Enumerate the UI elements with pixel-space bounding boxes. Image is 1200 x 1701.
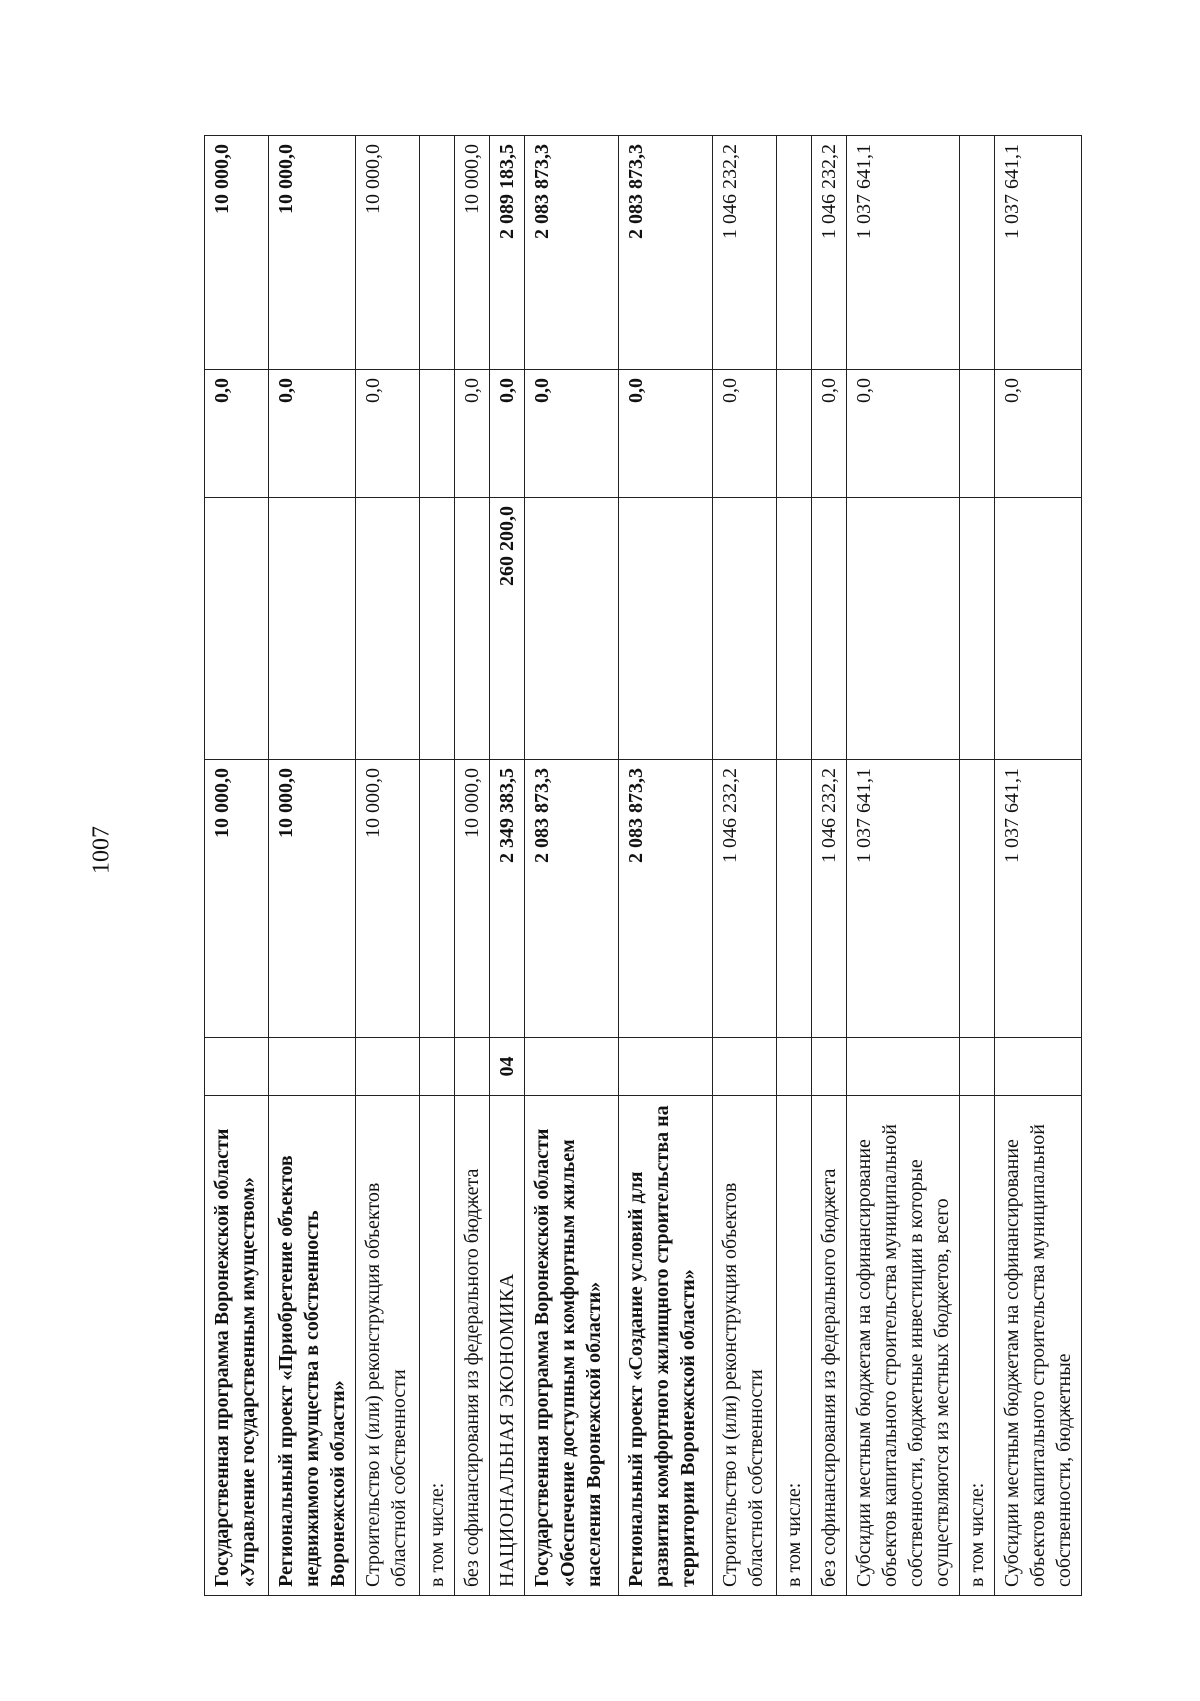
row-regional — [420, 136, 455, 370]
row-total: 10 000,0 — [269, 760, 356, 1038]
row-code — [420, 1038, 455, 1096]
row-name: Субсидии местным бюджетам на софинансирование объектов капитального строительства муниципальной собственности, бюджетные инвестиции в которые осуществляются из местных бюджетов, всего — [847, 1096, 960, 1596]
row-total: 10 000,0 — [455, 760, 490, 1038]
row-federal — [356, 498, 420, 760]
row-name: в том числе: — [960, 1096, 995, 1596]
row-other: 0,0 — [812, 370, 847, 498]
row-name: в том числе: — [777, 1096, 812, 1596]
row-total: 1 046 232,2 — [713, 760, 777, 1038]
rotated-table-container — [204, 136, 1075, 1596]
table-row — [812, 136, 847, 1596]
table-row — [455, 136, 490, 1596]
table-row — [619, 136, 713, 1596]
row-code — [777, 1038, 812, 1096]
row-federal — [847, 498, 960, 760]
row-other — [960, 370, 995, 498]
table-row — [205, 136, 269, 1596]
row-other: 0,0 — [525, 370, 619, 498]
table-row — [847, 136, 960, 1596]
row-total: 1 037 641,1 — [995, 760, 1082, 1038]
table-row — [995, 136, 1082, 1596]
row-code — [995, 1038, 1082, 1096]
row-code — [455, 1038, 490, 1096]
row-federal — [525, 498, 619, 760]
row-name: в том числе: — [420, 1096, 455, 1596]
row-regional: 10 000,0 — [269, 136, 356, 370]
row-name: Государственная программа Воронежской области «Управление государственным имуществом» — [205, 1096, 269, 1596]
row-federal — [960, 498, 995, 760]
row-federal — [455, 498, 490, 760]
row-regional: 1 046 232,2 — [812, 136, 847, 370]
row-regional: 2 083 873,3 — [525, 136, 619, 370]
row-total: 2 349 383,5 — [490, 760, 525, 1038]
row-regional: 2 083 873,3 — [619, 136, 713, 370]
row-other: 0,0 — [619, 370, 713, 498]
row-code — [812, 1038, 847, 1096]
row-regional: 10 000,0 — [205, 136, 269, 370]
table-row — [713, 136, 777, 1596]
page-number: 1007 — [88, 826, 115, 874]
budget-table — [204, 135, 1082, 1596]
row-total: 1 046 232,2 — [812, 760, 847, 1038]
row-other — [777, 370, 812, 498]
row-federal — [777, 498, 812, 760]
table-row — [490, 136, 525, 1596]
row-regional: 1 046 232,2 — [713, 136, 777, 370]
row-other: 0,0 — [356, 370, 420, 498]
row-name: Субсидии местным бюджетам на софинансирование объектов капитального строительства муниципальной собственности, бюджетные — [995, 1096, 1082, 1596]
row-total: 2 083 873,3 — [525, 760, 619, 1038]
row-name: без софинансирования из федерального бюджета — [812, 1096, 847, 1596]
row-federal — [812, 498, 847, 760]
row-name: НАЦИОНАЛЬНАЯ ЭКОНОМИКА — [490, 1096, 525, 1596]
row-total — [420, 760, 455, 1038]
row-total: 2 083 873,3 — [619, 760, 713, 1038]
row-name: Государственная программа Воронежской области «Обеспечение доступным и комфортным жильем населения Воронежской области» — [525, 1096, 619, 1596]
row-federal: 260 200,0 — [490, 498, 525, 760]
table-row — [525, 136, 619, 1596]
row-federal — [205, 498, 269, 760]
row-name: Строительство и (или) реконструкция объектов областной собственности — [356, 1096, 420, 1596]
row-federal — [619, 498, 713, 760]
row-regional — [777, 136, 812, 370]
row-code — [205, 1038, 269, 1096]
table-row — [356, 136, 420, 1596]
row-code — [356, 1038, 420, 1096]
row-other — [420, 370, 455, 498]
row-regional: 10 000,0 — [455, 136, 490, 370]
row-name: без софинансирования из федерального бюджета — [455, 1096, 490, 1596]
row-total: 1 037 641,1 — [847, 760, 960, 1038]
row-federal — [420, 498, 455, 760]
table-row — [777, 136, 812, 1596]
row-code: 04 — [490, 1038, 525, 1096]
row-regional: 2 089 183,5 — [490, 136, 525, 370]
row-federal — [995, 498, 1082, 760]
row-name: Строительство и (или) реконструкция объектов областной собственности — [713, 1096, 777, 1596]
row-name: Региональный проект «Создание условий для развития комфортного жилищного строительства на территории Воронежской области» — [619, 1096, 713, 1596]
row-code — [847, 1038, 960, 1096]
table-row — [420, 136, 455, 1596]
row-federal — [713, 498, 777, 760]
row-code — [525, 1038, 619, 1096]
row-federal — [269, 498, 356, 760]
row-regional — [960, 136, 995, 370]
row-code — [960, 1038, 995, 1096]
row-other: 0,0 — [847, 370, 960, 498]
table-row — [960, 136, 995, 1596]
row-total — [777, 760, 812, 1038]
row-name: Региональный проект «Приобретение объектов недвижимого имущества в собственность Воронежской области» — [269, 1096, 356, 1596]
row-total: 10 000,0 — [356, 760, 420, 1038]
row-other: 0,0 — [490, 370, 525, 498]
row-total: 10 000,0 — [205, 760, 269, 1038]
row-code — [713, 1038, 777, 1096]
row-code — [269, 1038, 356, 1096]
row-other: 0,0 — [205, 370, 269, 498]
row-regional: 10 000,0 — [356, 136, 420, 370]
table-row — [269, 136, 356, 1596]
row-total — [960, 760, 995, 1038]
row-other: 0,0 — [455, 370, 490, 498]
row-regional: 1 037 641,1 — [847, 136, 960, 370]
row-other: 0,0 — [269, 370, 356, 498]
row-other: 0,0 — [995, 370, 1082, 498]
row-regional: 1 037 641,1 — [995, 136, 1082, 370]
row-other: 0,0 — [713, 370, 777, 498]
row-code — [619, 1038, 713, 1096]
